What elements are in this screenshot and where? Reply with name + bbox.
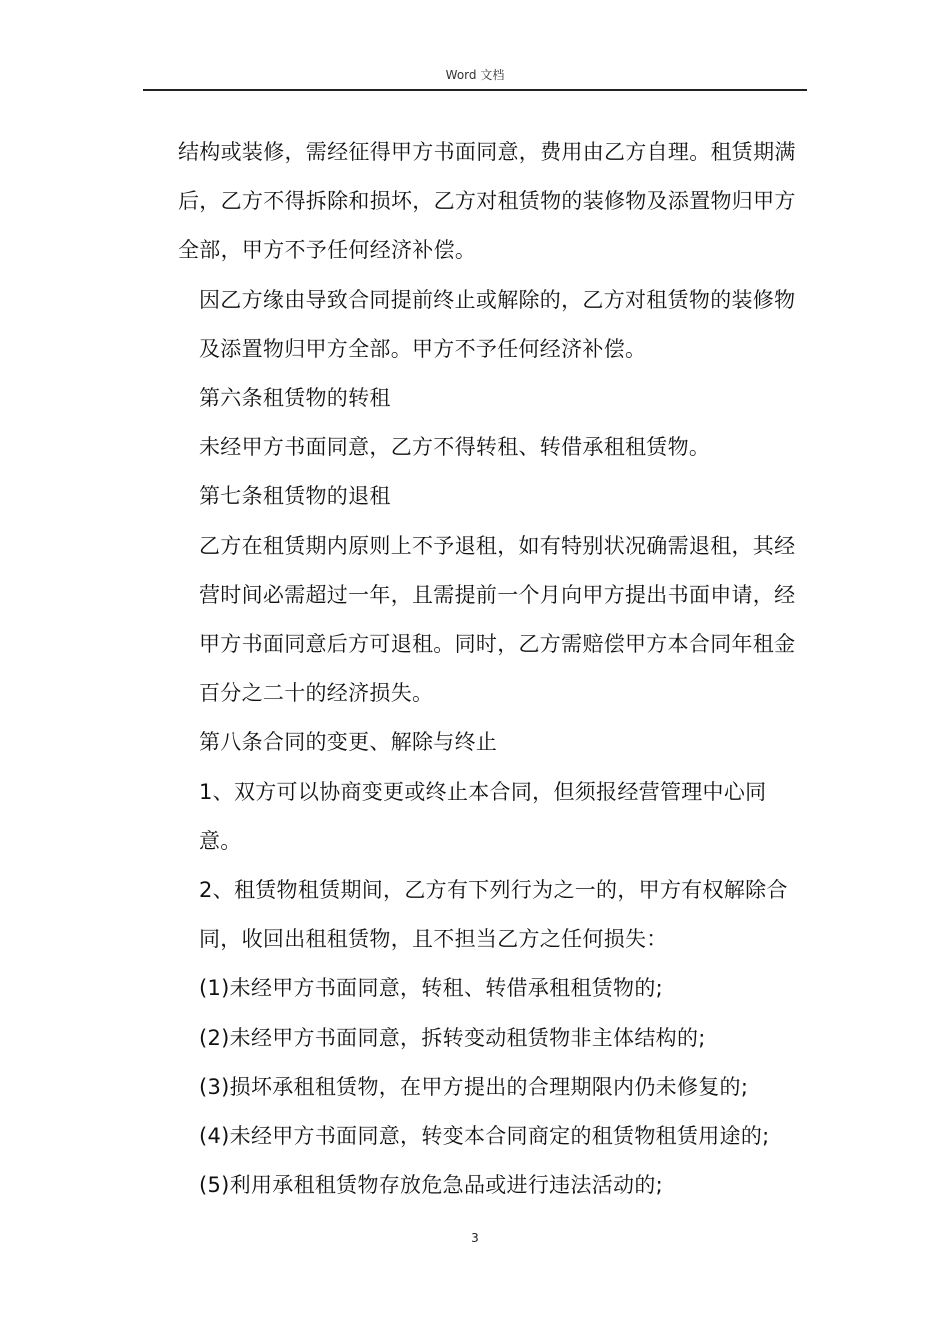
- sub-clause-4: (4)未经甲方书面同意，转变本合同商定的租赁物租赁用途的;: [199, 1124, 770, 1149]
- article-6-heading: 第六条租赁物的转租: [199, 386, 391, 411]
- sub-clause-3: (3)损坏承租租赁物，在甲方提出的合理期限内仍未修复的;: [199, 1074, 749, 1099]
- page-footer: [0, 1230, 950, 1246]
- page-number: 3: [471, 1231, 479, 1245]
- clause-1: 1、双方可以协商变更或终止本合同，但须报经营管理中心同意。: [199, 779, 767, 853]
- paragraph-early-termination: 因乙方缘由导致合同提前终止或解除的，乙方对租赁物的装修物及添置物归甲方全部。甲方不予任何经济补偿。: [199, 287, 796, 361]
- paragraph-surrender: 乙方在租赁期内原则上不予退租，如有特别状况确需退租，其经营时间必需超过一年，且需提前一个月向甲方提出书面申请，经甲方书面同意后方可退租。同时，乙方需赔偿甲方本合同年租金百分之二十的经济损失。: [199, 533, 796, 706]
- article-8-heading: 第八条合同的变更、解除与终止: [199, 730, 498, 755]
- clause-2: 2、租赁物租赁期间，乙方有下列行为之一的，甲方有权解除合同，收回出租租赁物，且不担当乙方之任何损失：: [199, 878, 788, 952]
- header-title: Word 文档: [445, 68, 505, 82]
- page-header: [143, 66, 807, 91]
- article-7-heading: 第七条租赁物的退租: [199, 484, 391, 509]
- sub-clause-5: (5)利用承租租赁物存放危急品或进行违法活动的;: [199, 1173, 664, 1198]
- paragraph-renovation-continued: 结构或装修，需经征得甲方书面同意，费用由乙方自理。租赁期满后，乙方不得拆除和损坏，乙方对租赁物的装修物及添置物归甲方全部，甲方不予任何经济补偿。: [178, 140, 796, 263]
- paragraph-sublease: 未经甲方书面同意，乙方不得转租、转借承租租赁物。: [199, 435, 711, 460]
- sub-clause-2: (2)未经甲方书面同意，拆转变动租赁物非主体结构的;: [199, 1025, 706, 1050]
- sub-clause-1: (1)未经甲方书面同意，转租、转借承租租赁物的;: [199, 976, 664, 1001]
- document-body: [178, 128, 804, 1210]
